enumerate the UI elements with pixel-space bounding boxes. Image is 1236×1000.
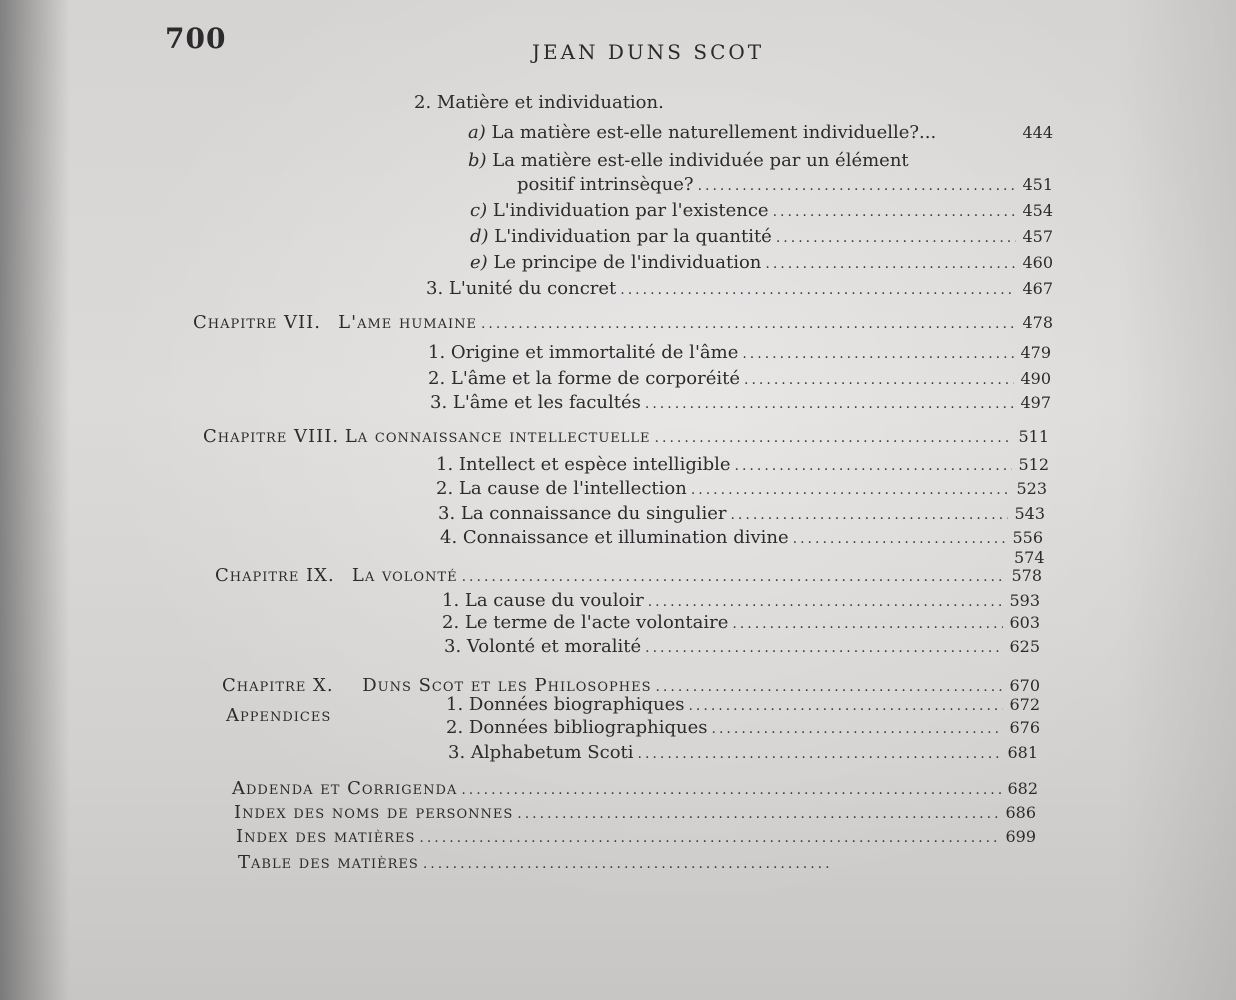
leader-dots bbox=[423, 856, 832, 872]
toc-entry-text: Table des matières bbox=[238, 852, 419, 873]
chapter-label: Chapitre VIII. bbox=[203, 426, 340, 447]
toc-entry bbox=[470, 252, 1053, 278]
toc-entry-page: 603 bbox=[1009, 613, 1040, 632]
leader-dots bbox=[655, 679, 1003, 695]
toc-entry-page: 543 bbox=[1014, 504, 1045, 523]
running-head: JEAN DUNS SCOT bbox=[532, 40, 765, 64]
page-number: 700 bbox=[165, 22, 227, 55]
toc-entry bbox=[517, 174, 1053, 200]
toc-entry-text: 3. La connaissance du singulier bbox=[438, 503, 727, 524]
chapter-label: Chapitre VII. bbox=[193, 312, 321, 333]
toc-entry bbox=[234, 802, 1036, 828]
toc-entry bbox=[470, 226, 1053, 252]
toc-entry bbox=[428, 342, 1051, 368]
toc-entry bbox=[238, 852, 838, 878]
toc-entry bbox=[438, 503, 1045, 529]
leader-dots bbox=[481, 316, 1016, 332]
toc-entry-page: 574 bbox=[1014, 548, 1045, 567]
leader-dots bbox=[688, 698, 1003, 714]
toc-entry-text: 2. La cause de l'intellection bbox=[436, 478, 687, 499]
toc-entry-page: 490 bbox=[1020, 369, 1051, 388]
toc-entry-page: 497 bbox=[1020, 393, 1051, 412]
toc-chapter bbox=[215, 565, 1042, 591]
toc-entry-text: Index des matières bbox=[236, 826, 416, 847]
toc-entry-label: e) bbox=[470, 252, 488, 273]
toc-entry-label: c) bbox=[470, 200, 488, 221]
toc-entry-text: 1. La cause du vouloir bbox=[442, 590, 644, 611]
toc-entry-text: La matière est-elle naturellement individuelle?... bbox=[491, 122, 937, 143]
toc-entry-page: 625 bbox=[1009, 637, 1040, 656]
toc-entry bbox=[440, 527, 1043, 553]
toc-entry-page: 672 bbox=[1009, 695, 1040, 714]
leader-dots bbox=[744, 372, 1014, 388]
toc-entry-page: 512 bbox=[1018, 455, 1049, 474]
chapter-label: Chapitre X. bbox=[222, 675, 334, 696]
toc-entry bbox=[426, 278, 1053, 304]
leader-dots bbox=[691, 482, 1011, 498]
chapter-title: L'ame humaine bbox=[338, 312, 477, 333]
chapter-title: La connaissance intellectuelle bbox=[344, 426, 651, 447]
leader-dots bbox=[765, 256, 1016, 272]
toc-entry-text-line2: positif intrinsèque? bbox=[517, 174, 694, 195]
toc-entry-page: 593 bbox=[1009, 591, 1040, 610]
toc-entry bbox=[468, 122, 1053, 148]
toc-entry-text: 1. Données biographiques bbox=[446, 694, 685, 715]
toc-entry-text: L'individuation par la quantité bbox=[494, 226, 772, 247]
toc-entry bbox=[446, 717, 1040, 743]
toc-entry-page: 457 bbox=[1022, 227, 1053, 246]
chapter-title: Duns Scot et les Philosophes bbox=[362, 675, 652, 696]
toc-entry-text: 1. Origine et immortalité de l'âme bbox=[428, 342, 739, 363]
toc-entry bbox=[444, 636, 1040, 662]
toc-entry-page: 460 bbox=[1022, 253, 1053, 272]
leader-dots bbox=[735, 458, 1013, 474]
leader-dots bbox=[620, 282, 1016, 298]
toc-entry bbox=[436, 478, 1047, 504]
toc-entry bbox=[430, 392, 1051, 418]
toc-entry-text-line1: La matière est-elle individuée par un élément bbox=[492, 150, 909, 171]
leader-dots bbox=[730, 507, 1008, 523]
toc-entry-page: 523 bbox=[1016, 479, 1047, 498]
leader-dots bbox=[638, 746, 1002, 762]
toc-entry-text: 1. Intellect et espèce intelligible bbox=[436, 454, 731, 475]
toc-entry-text: Index des noms de personnes bbox=[234, 802, 514, 823]
toc-entry-text: 3. Alphabetum Scoti bbox=[448, 742, 634, 763]
leader-dots bbox=[462, 569, 1006, 585]
toc-entry-page: 670 bbox=[1009, 676, 1040, 695]
leader-dots bbox=[742, 346, 1014, 362]
toc-entry-page: 454 bbox=[1022, 201, 1053, 220]
toc-entry-text: 3. Volonté et moralité bbox=[444, 636, 642, 657]
toc-entry-text: 3. L'âme et les facultés bbox=[430, 392, 641, 413]
toc-entry-label: a) bbox=[468, 122, 486, 143]
toc-entry-page: 478 bbox=[1022, 313, 1053, 332]
toc-entry-page: 479 bbox=[1020, 343, 1051, 362]
leader-dots bbox=[645, 640, 1003, 656]
toc-entry-page: 451 bbox=[1022, 175, 1053, 194]
toc-entry-page: 682 bbox=[1007, 779, 1038, 798]
toc-entry-label: b) bbox=[468, 150, 487, 171]
toc-entry-text: Le principe de l'individuation bbox=[493, 252, 762, 273]
toc-entry bbox=[448, 742, 1038, 768]
toc-entry-text: 2. Données bibliographiques bbox=[446, 717, 708, 738]
toc-entry bbox=[436, 454, 1049, 480]
toc-entry-text: L'individuation par l'existence bbox=[492, 200, 769, 221]
toc-entry-text: Addenda et Corrigenda bbox=[232, 778, 458, 799]
toc-section-title: 2. Matière et individuation. bbox=[414, 92, 664, 113]
chapter-title: La volonté bbox=[351, 565, 458, 586]
leader-dots bbox=[776, 230, 1017, 246]
toc-chapter bbox=[203, 426, 1049, 452]
leader-dots bbox=[517, 806, 999, 822]
toc-entry bbox=[442, 612, 1040, 638]
toc-entry-page: 444 bbox=[1022, 123, 1053, 142]
leader-dots bbox=[419, 830, 999, 846]
toc-entry-page: 686 bbox=[1005, 803, 1036, 822]
leader-dots bbox=[461, 782, 1001, 798]
leader-dots bbox=[712, 721, 1004, 737]
toc-entry-page: 676 bbox=[1009, 718, 1040, 737]
toc-entry-text bbox=[468, 150, 909, 171]
leader-dots bbox=[732, 616, 1003, 632]
toc-entry-text: 2. Le terme de l'acte volontaire bbox=[442, 612, 729, 633]
toc-entry-page: 699 bbox=[1005, 827, 1036, 846]
chapter-label: Chapitre IX. bbox=[215, 565, 335, 586]
toc-entry bbox=[470, 200, 1053, 226]
toc-entry-page: 556 bbox=[1012, 528, 1043, 547]
toc-entry bbox=[232, 778, 1038, 804]
toc-chapter bbox=[193, 312, 1053, 338]
leader-dots bbox=[645, 396, 1015, 412]
toc-entry-page: 578 bbox=[1011, 566, 1042, 585]
toc-entry-text: 4. Connaissance et illumination divine bbox=[440, 527, 789, 548]
leader-dots bbox=[793, 531, 1007, 547]
leader-dots bbox=[655, 430, 1013, 446]
toc-entry bbox=[428, 368, 1051, 394]
leader-dots bbox=[773, 204, 1017, 220]
leader-dots bbox=[698, 178, 1017, 194]
appendices-label: Appendices bbox=[226, 705, 332, 726]
toc-entry-page: 681 bbox=[1007, 743, 1038, 762]
toc-entry-page: 467 bbox=[1022, 279, 1053, 298]
toc-entry-label: d) bbox=[470, 226, 489, 247]
toc-entry bbox=[236, 826, 1036, 852]
toc-entry-text: 3. L'unité du concret bbox=[426, 278, 617, 299]
toc-entry-page: 511 bbox=[1018, 427, 1049, 446]
toc-entry-text: 2. L'âme et la forme de corporéité bbox=[428, 368, 741, 389]
leader-dots bbox=[648, 594, 1004, 610]
